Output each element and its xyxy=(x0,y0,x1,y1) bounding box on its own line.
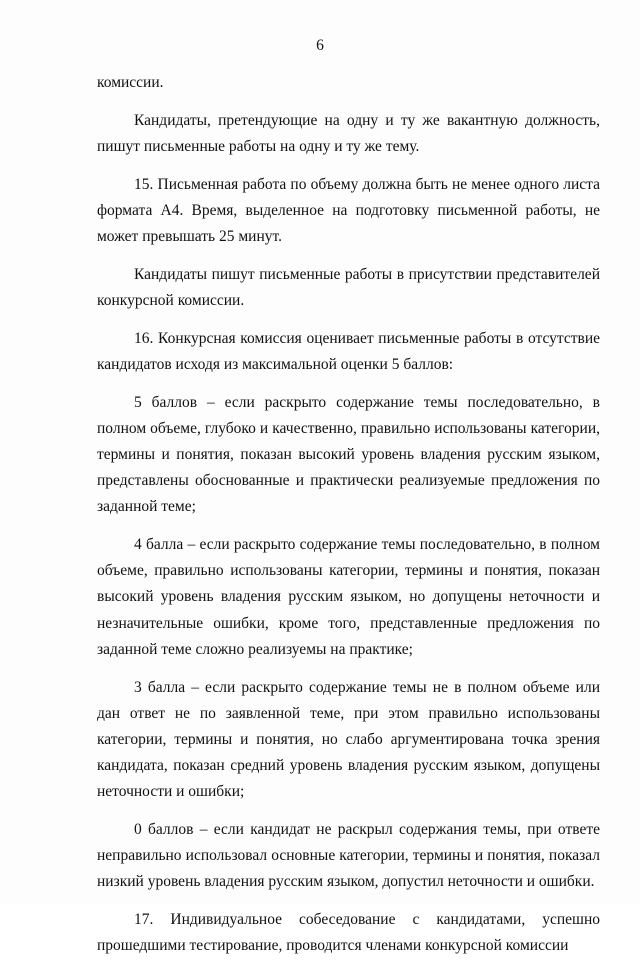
document-body xyxy=(97,70,600,960)
page-number: 6 xyxy=(316,37,324,54)
paragraph-score-5: 5 баллов – если раскрыто содержание темы последовательно, в полном объеме, глубоко и качественно, правильно использованы категории, термины и понятия, показан высокий уровень владения русским языком, представлены обоснованные и практически реализуемые предложения по заданной теме; xyxy=(97,393,600,516)
paragraph-item-16: 16. Конкурсная комиссия оценивает письменные работы в отсутствие кандидатов исходя из максимальной оценки 5 баллов: xyxy=(97,329,600,373)
paragraph-item-17: 17. Индивидуальное собеседование с кандидатами, успешно прошедшими тестирование, проводится членами конкурсной комиссии xyxy=(97,911,600,955)
paragraph-continuation: комиссии. xyxy=(97,74,164,91)
paragraph-score-3: 3 балла – если раскрыто содержание темы не в полном объеме или дан ответ не по заявленной теме, при этом правильно использованы категории, термины и понятия, но слабо аргументирована точка зрения кандидата, показан средний уровень владения русским языком, допущены неточности и ошибки; xyxy=(97,678,600,801)
paragraph-candidates-presence: Кандидаты пишут письменные работы в присутствии представителей конкурсной комиссии. xyxy=(97,265,600,309)
paragraph-item-15: 15. Письменная работа по объему должна быть не менее одного листа формата А4. Время, выделенное на подготовку письменной работы, не может превышать 25 минут. xyxy=(97,175,600,246)
paragraph-score-0: 0 баллов – если кандидат не раскрыл содержания темы, при ответе неправильно использовал основные категории, термины и понятия, показал низкий уровень владения русским языком, допустил неточности и ошибки. xyxy=(97,821,600,891)
paragraph-candidates-same-topic: Кандидаты, претендующие на одну и ту же вакантную должность, пишут письменные работы на одну и ту же тему. xyxy=(97,111,600,155)
paragraph-score-4: 4 балла – если раскрыто содержание темы последовательно, в полном объеме, правильно использованы категории, термины и понятия, показан высокий уровень владения русским языком, но допущены неточности и незначительные ошибки, кроме того, представленные предложения по заданной теме сложно реализуемы на практике; xyxy=(97,536,600,658)
